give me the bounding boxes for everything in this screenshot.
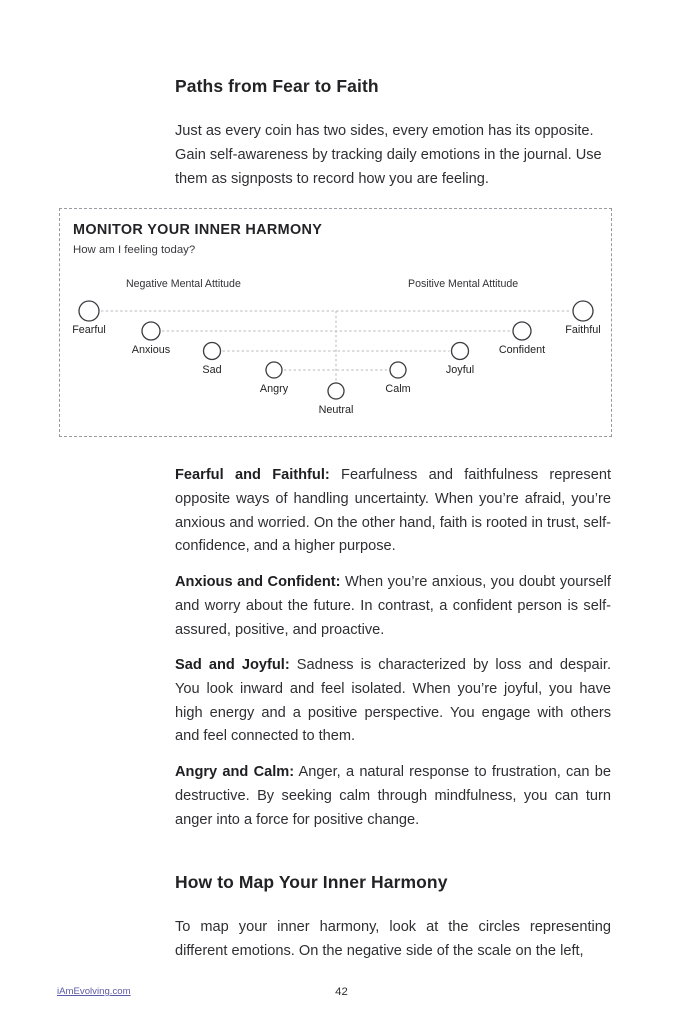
emotion-circle[interactable] bbox=[390, 362, 406, 378]
page-number: 42 bbox=[335, 986, 348, 998]
emotion-node-fearful[interactable] bbox=[72, 301, 106, 336]
page-footer bbox=[0, 986, 683, 1006]
emotion-node-calm[interactable] bbox=[385, 362, 410, 395]
paragraph-sad-joyful bbox=[175, 654, 611, 749]
emotion-scale-chart bbox=[60, 209, 613, 438]
emotion-label: Fearful bbox=[72, 324, 106, 336]
emotion-label: Neutral bbox=[318, 404, 354, 416]
emotion-label: Joyful bbox=[445, 364, 475, 376]
section-heading-how-to-map: How to Map Your Inner Harmony bbox=[175, 872, 448, 892]
intro-paragraph: Just as every coin has two sides, every emotion has its opposite. Gain self-awareness by tracking daily emotions in the journal. Use them as signposts to record how you are feeling. bbox=[175, 123, 602, 187]
paragraph-lead: Angry and Calm: bbox=[175, 764, 295, 780]
paragraph-body: Sadness is characterized by loss and despair. You look inward and feel isolated. When you’re joyful, you have high energy and a positive perspective. You engage with others and feel connected to them. bbox=[175, 657, 611, 745]
emotion-node-faithful[interactable] bbox=[565, 301, 600, 336]
emotion-circle[interactable] bbox=[266, 362, 282, 378]
inner-harmony-diagram-panel bbox=[59, 208, 612, 437]
emotion-circle[interactable] bbox=[328, 383, 344, 399]
emotion-node-joyful[interactable] bbox=[446, 343, 474, 377]
emotion-circle[interactable] bbox=[204, 343, 221, 360]
emotion-circle[interactable] bbox=[513, 322, 531, 340]
emotion-label: Angry bbox=[259, 383, 289, 395]
emotion-circle[interactable] bbox=[79, 301, 99, 321]
emotion-circle[interactable] bbox=[573, 301, 593, 321]
emotion-node-anxious[interactable] bbox=[132, 322, 171, 356]
emotion-label: Faithful bbox=[565, 324, 601, 336]
emotion-label: Confident bbox=[498, 344, 546, 356]
axis-label-positive: Positive Mental Attitude bbox=[408, 278, 519, 290]
paragraph-body: Fearfulness and faithfulness represent opposite ways of handling uncertainty. When you’re afraid, you’re anxious and worried. On the other hand, faith is rooted in trust, self-confidence, and a higher purpose. bbox=[175, 467, 611, 555]
emotion-nodes bbox=[72, 301, 601, 416]
axis-label-negative: Negative Mental Attitude bbox=[126, 278, 241, 290]
emotion-node-neutral[interactable] bbox=[319, 383, 354, 416]
paragraph-lead: Fearful and Faithful: bbox=[175, 467, 330, 483]
emotion-node-sad[interactable] bbox=[202, 343, 221, 377]
emotion-node-angry[interactable] bbox=[260, 362, 289, 395]
emotion-node-confident[interactable] bbox=[499, 322, 545, 356]
paragraph-lead: Sad and Joyful: bbox=[175, 657, 290, 673]
paragraph-body: When you’re anxious, you doubt yourself and worry about the future. In contrast, a confident person is self-assured, positive, and proactive. bbox=[175, 574, 611, 638]
paragraph-lead: Anxious and Confident: bbox=[175, 574, 341, 590]
paragraph-body: Anger, a natural response to frustration, can be destructive. By seeking calm through mindfulness, you can turn anger into a force for positive change. bbox=[175, 764, 611, 828]
emotion-circle[interactable] bbox=[142, 322, 160, 340]
page-title: Paths from Fear to Faith bbox=[175, 76, 379, 96]
emotion-label: Sad bbox=[202, 364, 222, 376]
diagram-title: MONITOR YOUR INNER HARMONY bbox=[73, 222, 323, 238]
paragraph-fearful-faithful bbox=[175, 464, 611, 559]
footer-website-link[interactable]: iAmEvolving.com bbox=[57, 986, 131, 997]
emotion-label: Anxious bbox=[131, 344, 171, 356]
paragraph-anxious-confident bbox=[175, 571, 611, 642]
emotion-circle[interactable] bbox=[452, 343, 469, 360]
paragraph-angry-calm bbox=[175, 761, 611, 832]
diagram-subtitle: How am I feeling today? bbox=[73, 244, 196, 256]
paragraph-how-to-map-intro: To map your inner harmony, look at the circles representing different emotions. On the negative side of the scale on the left, bbox=[175, 919, 611, 959]
emotion-label: Calm bbox=[385, 383, 411, 395]
